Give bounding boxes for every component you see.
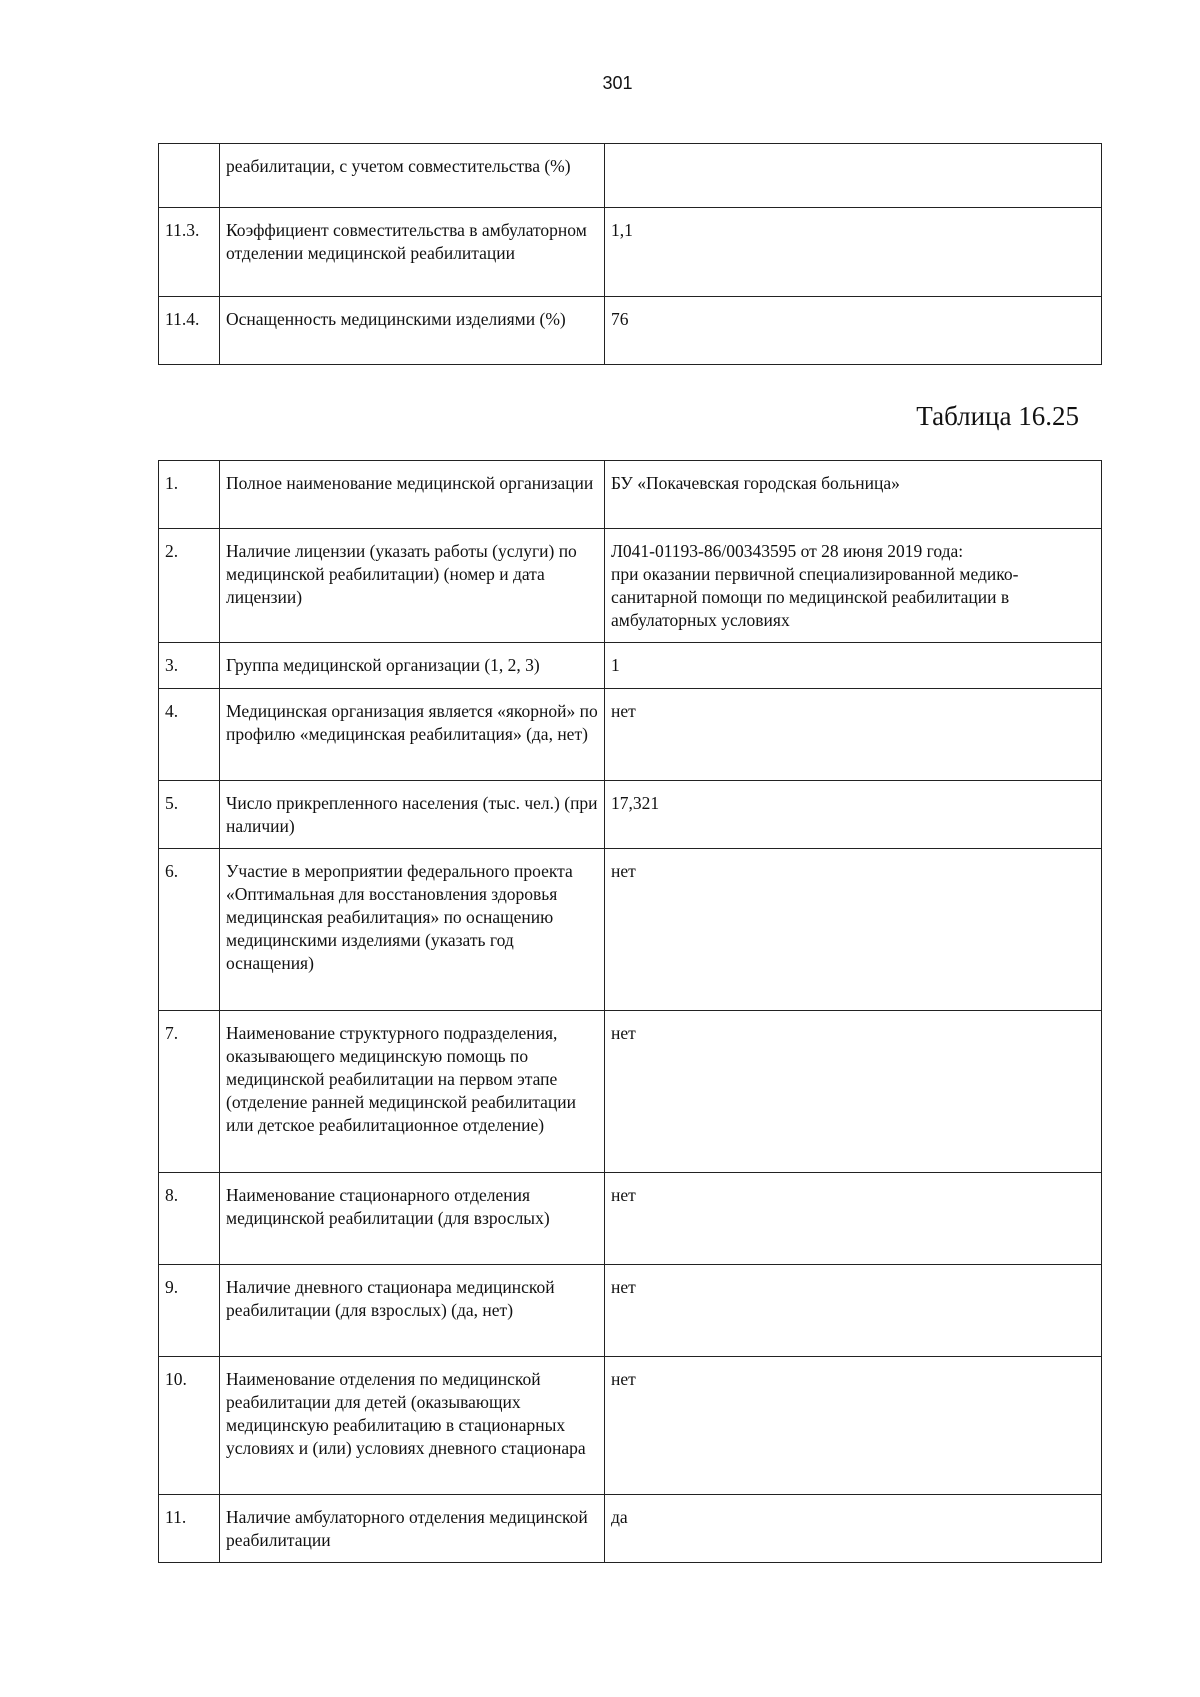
table-row [159,849,1102,1011]
table-row [159,461,1102,529]
row-label: Участие в мероприятии федерального проекта «Оптимальная для восстановления здоровья медицинская реабилитация» по оснащению медицинскими изделиями (указать год оснащения) [220,849,605,1011]
row-number: 5. [159,781,220,849]
row-number: 10. [159,1357,220,1495]
row-value: нет [605,1173,1102,1265]
row-label: Наименование отделения по медицинской реабилитации для детей (оказывающих медицинскую реабилитацию в стационарных условиях и (или) условиях дневного стационара [220,1357,605,1495]
table-row [159,529,1102,643]
table-row [159,1357,1102,1495]
row-label: Число прикрепленного населения (тыс. чел.) (при наличии) [220,781,605,849]
row-label: реабилитации, с учетом совместительства (%) [220,144,605,208]
table-row [159,208,1102,297]
row-label: Наименование структурного подразделения, оказывающего медицинскую помощь по медицинской реабилитации на первом этапе (отделение ранней медицинской реабилитации или детское реабилитационное отделение) [220,1011,605,1173]
row-label: Полное наименование медицинской организации [220,461,605,529]
row-label: Группа медицинской организации (1, 2, 3) [220,643,605,689]
row-value: нет [605,1357,1102,1495]
row-value: нет [605,849,1102,1011]
table-row [159,144,1102,208]
row-label: Наименование стационарного отделения медицинской реабилитации (для взрослых) [220,1173,605,1265]
row-value [605,529,1102,643]
row-value: да [605,1495,1102,1563]
row-value: нет [605,689,1102,781]
row-number: 11.4. [159,297,220,365]
page-number: 301 [602,73,633,93]
table-caption: Таблица 16.25 [916,401,1079,431]
row-value [605,144,1102,208]
row-number: 11.3. [159,208,220,297]
table-row [159,781,1102,849]
row-value: 17,321 [605,781,1102,849]
row-value: нет [605,1265,1102,1357]
row-number: 11. [159,1495,220,1563]
license-number: Л041-01193-86/00343595 от 28 июня 2019 года: [611,541,964,561]
row-value: нет [605,1011,1102,1173]
row-value: БУ «Покачевская городская больница» [605,461,1102,529]
row-number: 7. [159,1011,220,1173]
row-label: Наличие амбулаторного отделения медицинской реабилитации [220,1495,605,1563]
row-number: 4. [159,689,220,781]
row-label: Наличие дневного стационара медицинской реабилитации (для взрослых) (да, нет) [220,1265,605,1357]
row-number: 9. [159,1265,220,1357]
row-number: 8. [159,1173,220,1265]
license-scope: при оказании первичной специализированной медико-санитарной помощи по медицинской реабилитации в амбулаторных условиях [611,564,1019,630]
table-row [159,1173,1102,1265]
continued-table [158,143,1102,365]
row-value: 1 [605,643,1102,689]
table-row [159,643,1102,689]
row-number: 6. [159,849,220,1011]
row-number [159,144,220,208]
row-number: 3. [159,643,220,689]
table-row [159,1495,1102,1563]
row-value: 1,1 [605,208,1102,297]
row-label: Коэффициент совместительства в амбулаторном отделении медицинской реабилитации [220,208,605,297]
row-number: 1. [159,461,220,529]
row-number: 2. [159,529,220,643]
table-row [159,689,1102,781]
row-label: Оснащенность медицинскими изделиями (%) [220,297,605,365]
table-row [159,297,1102,365]
organization-table [158,460,1102,1563]
table-row [159,1011,1102,1173]
row-value: 76 [605,297,1102,365]
row-label: Наличие лицензии (указать работы (услуги) по медицинской реабилитации) (номер и дата лицензии) [220,529,605,643]
table-row [159,1265,1102,1357]
row-label: Медицинская организация является «якорной» по профилю «медицинская реабилитация» (да, нет) [220,689,605,781]
